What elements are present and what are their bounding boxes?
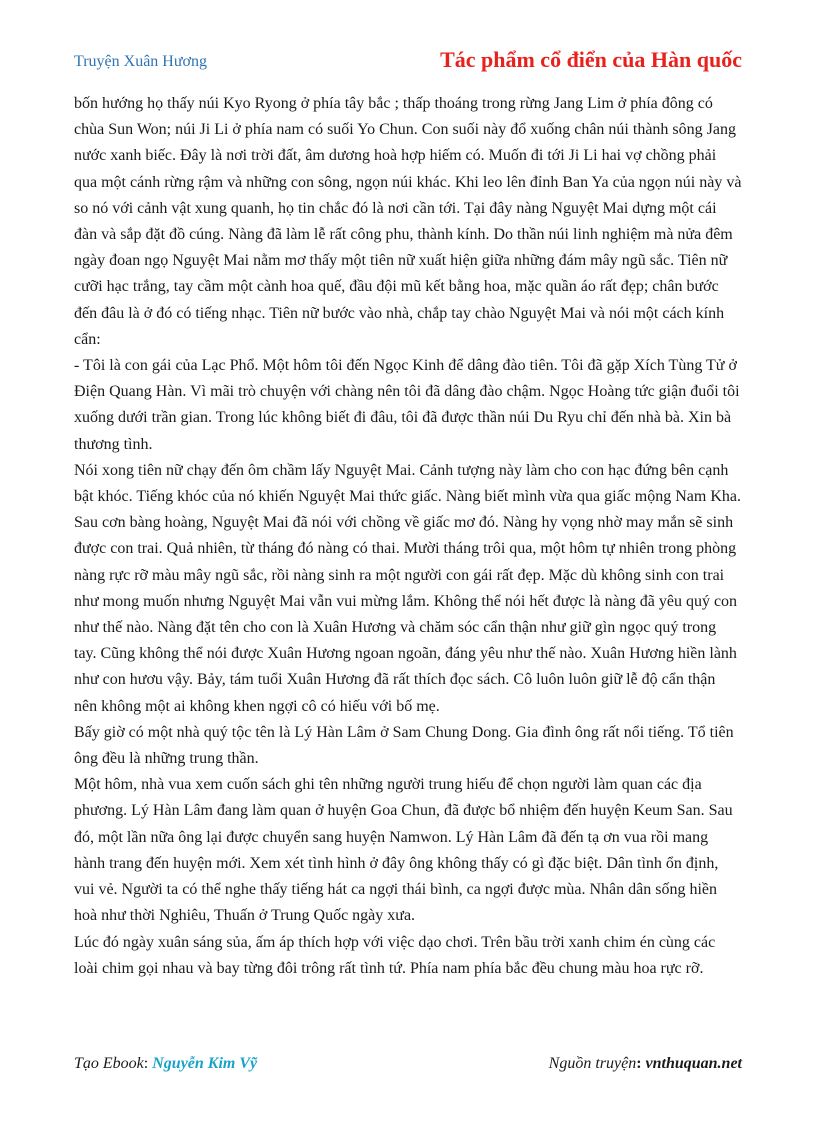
footer-ebook-credit: Tạo Ebook: Nguyễn Kim Vỹ [74,1055,258,1072]
page-content [74,91,742,982]
paragraph: Nói xong tiên nữ chạy đến ôm chầm lấy Nguyệt Mai. Cảnh tượng này làm cho con hạc đứng bên cạnh bật khóc. Tiếng khóc của nó khiến Nguyệt Mai thức giấc. Nàng biết mình vừa qua giấc mộng Nam Kha. Sau cơn bàng hoàng, Nguyệt Mai đã nói với chồng về giấc mơ đó. Nàng hy vọng nhờ may mắn sẽ sinh được con trai. Quả nhiên, từ tháng đó nàng có thai. Mười tháng trôi qua, một hôm tự nhiên trong phòng nàng rực rỡ màu mây ngũ sắc, rồi nàng sinh ra một người con gái rất đẹp. Mặc dù không sinh con trai như mong muốn nhưng Nguyệt Mai vẫn vui mừng lắm. Không thể nói hết được là nàng đã yêu quý con như thế nào. Nàng đặt tên cho con là Xuân Hương và chăm sóc cẩn thận như giữ gìn ngọc quý trong tay. Cũng không thể nói được Xuân Hương ngoan ngoãn, đáng yêu như thế nào. Xuân Hương hiền lành như con hươu vậy. Bảy, tám tuổi Xuân Hương đã rất thích đọc sách. Cô luôn luôn giữ lễ độ cẩn thận nên không một ai không khen ngợi cô có hiếu với bố mẹ. [74,461,741,715]
paragraph: Bấy giờ có một nhà quý tộc tên là Lý Hàn Lâm ở Sam Chung Dong. Gia đình ông rất nổi tiếng. Tổ tiên ông đều là những trung thần. [74,723,734,768]
footer-source-label: Nguồn truyện [548,1055,637,1072]
footer-ebook-author: Nguyễn Kim Vỹ [152,1055,258,1072]
footer-ebook-label: Tạo Ebook [74,1055,144,1072]
page-footer [74,1055,742,1077]
paragraph: Một hôm, nhà vua xem cuốn sách ghi tên những người trung hiếu để chọn người làm quan các địa phương. Lý Hàn Lâm đang làm quan ở huyện Goa Chun, đã được bổ nhiệm đến huyện Keum San. Sau đó, một lần nữa ông lại được chuyển sang huyện Namwon. Lý Hàn Lâm đã đến tạ ơn vua rồi mang hành trang đến huyện mới. Xem xét tình hình ở đây ông không thấy có gì đặc biệt. Dân tình ổn định, vui vẻ. Người ta có thể nghe thấy tiếng hát ca ngợi thái bình, ca ngợi được mùa. Nhân dân sống hiền hoà như thời Nghiêu, Thuấn ở Trung Quốc ngày xưa. [74,776,733,925]
paragraph: Lúc đó ngày xuân sáng sủa, ấm áp thích hợp với việc dạo chơi. Trên bầu trời xanh chim én cùng các loài chim gọi nhau và bay từng đôi trông rất tình tứ. Phía nam phía bắc đều chung màu hoa rực rỡ. [74,933,716,977]
header-book-title: Truyện Xuân Hương [74,53,207,70]
footer-source-credit: Nguồn truyện: vnthuquan.net [548,1055,742,1072]
page-header [74,47,742,77]
footer-source-site[interactable]: vnthuquan.net [645,1055,742,1072]
paragraph: bốn hướng họ thấy núi Kyo Ryong ở phía tây bắc ; thấp thoáng trong rừng Jang Lim ở phía đông có chùa Sun Won; núi Ji Li ở phía nam có suối Yo Chun. Con suối này đổ xuống chân núi thành sông Jang nước xanh biếc. Đây là nơi trời đất, âm dương hoà hợp hiếm có. Muốn đi tới Ji Li hai vợ chồng phải qua một cánh rừng rậm và những con sông, ngọn núi khác. Khi leo lên đỉnh Ban Ya của ngọn núi này và so nó với cảnh vật xung quanh, họ tin chắc đó là nơi cần tới. Tại đây nàng Nguyệt Mai dựng một cái đàn và sắp đặt đồ cúng. Nàng đã làm lễ rất công phu, thành kính. Do thần núi linh nghiệm mà nửa đêm ngày đoan ngọ Nguyệt Mai nằm mơ thấy một tiên nữ xuất hiện giữa những đám mây ngũ sắc. Tiên nữ cưỡi hạc trắng, tay cầm một cành hoa quế, đầu đội mũ kết bằng hoa, mặc quần áo rất đẹp; chân bước đến đâu là ở đó có tiếng nhạc. Tiên nữ bước vào nhà, chắp tay chào Nguyệt Mai và nói một cách kính cẩn: [74,95,742,348]
header-collection-title: Tác phẩm cổ điển của Hàn quốc [440,47,742,72]
paragraph: - Tôi là con gái của Lạc Phổ. Một hôm tôi đến Ngọc Kinh để dâng đào tiên. Tôi đã gặp Xích Tùng Tử ở Điện Quang Hàn. Vì mãi trò chuyện với chàng nên tôi đã dâng đào chậm. Ngọc Hoàng tức giận đuổi tôi xuống dưới trần gian. Trong lúc không biết đi đâu, tôi đã được thần núi Du Ryu chỉ đến nhà bà. Xin bà thương tình. [74,357,740,453]
